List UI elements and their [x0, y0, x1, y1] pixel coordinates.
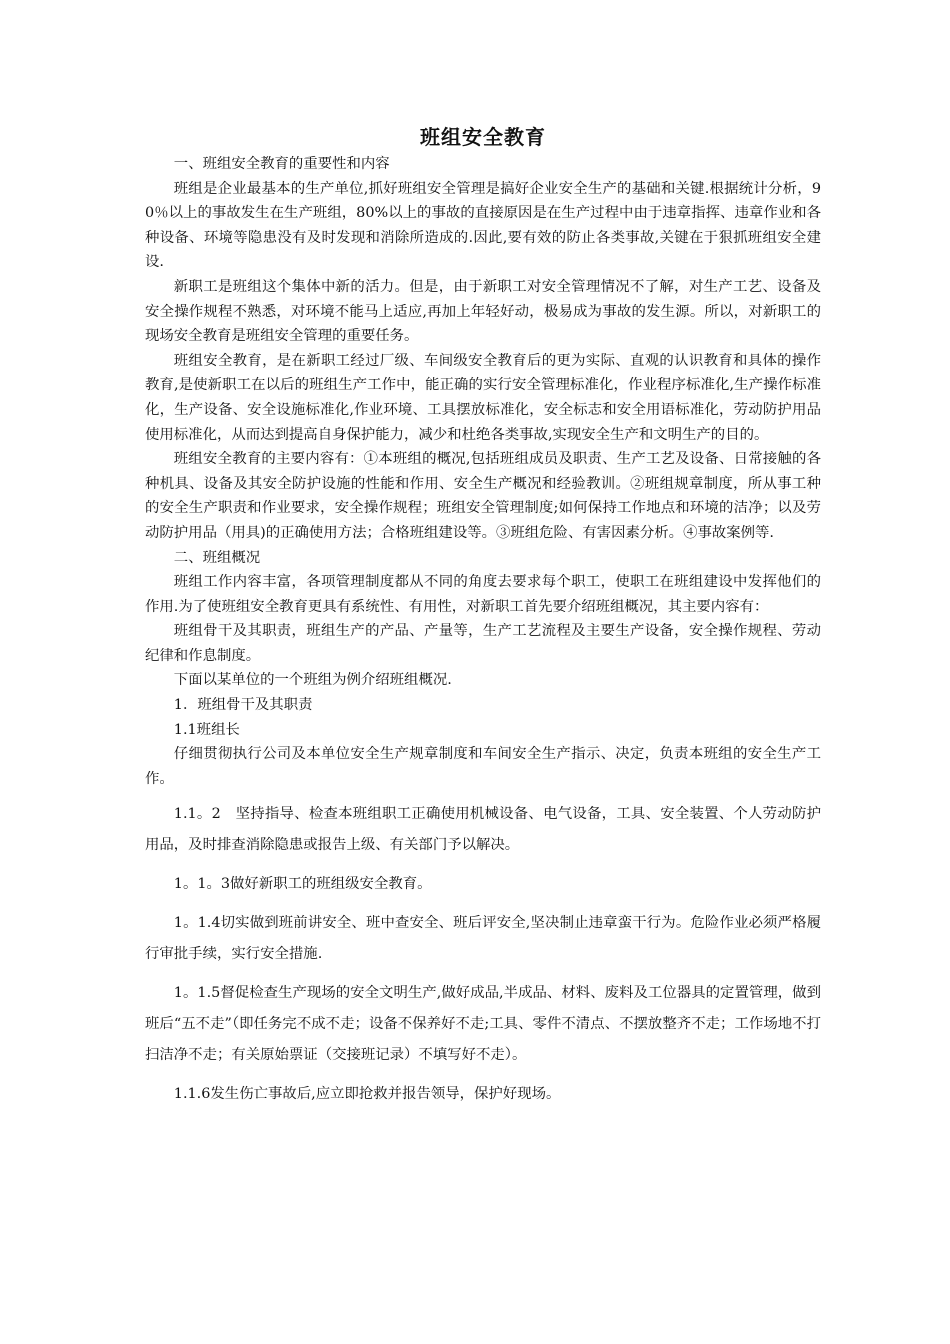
- item1-1-heading: 1.1班组长: [173, 721, 240, 738]
- item1-1-4: 1。1.4切实做到班前讲安全、班中查安全、班后评安全,坚决制止违章蛮干行为。危险作业必须严格履行审批手续，实行安全措施.: [145, 915, 821, 963]
- paragraph-example-intro: 下面以某单位的一个班组为例介绍班组概况.: [173, 672, 452, 689]
- item1-1-1: 仔细贯彻执行公司及本单位安全生产规章制度和车间安全生产指示、决定，负责本班组的安全生产工作。: [145, 746, 821, 787]
- item1-1-2: 1.1。2 坚持指导、检查本班组职工正确使用机械设备、电气设备，工具、安全装置、个人劳动防护用品，及时排查消除隐患或报告上级、有关部门予以解决。: [145, 806, 821, 854]
- paragraph-new-workers: 新职工是班组这个集体中新的活力。但是，由于新职工对安全管理情况不了解，对生产工艺、设备及安全操作规程不熟悉，对环境不能马上适应,再加上年轻好动，极易成为事故的发生源。所以，对新职工的现场安全教育是班组安全管理的重要任务。: [145, 278, 821, 345]
- paragraph-team-overview: 班组工作内容丰富，各项管理制度都从不同的角度去要求每个职工，使职工在班组建设中发挥他们的作用.为了使班组安全教育更具有系统性、有用性，对新职工首先要介绍班组概况，其主要内容有：: [145, 574, 821, 615]
- section1-heading: 一、班组安全教育的重要性和内容: [173, 156, 390, 172]
- section2-heading: 二、班组概况: [173, 549, 261, 566]
- item1-1-6: 1.1.6发生伤亡事故后,应立即抢救并报告领导，保护好现场。: [173, 1086, 561, 1103]
- paragraph-importance: 班组是企业最基本的生产单位,抓好班组安全管理是搞好企业安全生产的基础和关键.根据统计分析，90％以上的事故发生在生产班组，80%以上的事故的直接原因是在生产过程中由于违章指挥、违章作业和各种设备、环境等隐患没有及时发现和消除所造成的.因此,要有效的防止各类事故,关键在于狠抓班组安全建设.: [145, 180, 821, 271]
- document-title: 班组安全教育: [420, 125, 546, 149]
- paragraph-team-items: 班组骨干及其职责，班组生产的产品、产量等，生产工艺流程及主要生产设备，安全操作规程、劳动纪律和作息制度。: [145, 623, 821, 664]
- document-page: [145, 122, 821, 1110]
- paragraph-main-content: 班组安全教育的主要内容有：①本班组的概况,包括班组成员及职责、生产工艺及设备、日常接触的各种机具、设备及其安全防护设施的性能和作用、安全生产概况和经验教训。②班组规章制度，所从事工种的安全生产职责和作业要求，安全操作规程；班组安全管理制度;如何保持工作地点和环境的洁净；以及劳动防护用品（用具)的正确使用方法；合格班组建设等。③班组危险、有害因素分析。④事故案例等.: [145, 451, 821, 541]
- item1-heading: 1．班组骨干及其职责: [173, 697, 313, 714]
- paragraph-education-definition: 班组安全教育，是在新职工经过厂级、车间级安全教育后的更为实际、直观的认识教育和具体的操作教育,是使新职工在以后的班组生产工作中，能正确的实行安全管理标准化，作业程序标准化,生产操作标准化，生产设备、安全设施标准化,作业环境、工具摆放标准化，安全标志和安全用语标准化，劳动防护用品使用标准化，从而达到提高自身保护能力，减少和杜绝各类事故,实现安全生产和文明生产的目的。: [145, 352, 821, 443]
- item1-1-3: 1。1。3做好新职工的班组级安全教育。: [173, 876, 432, 893]
- item1-1-5: 1。1.5督促检查生产现场的安全文明生产,做好成品,半成品、材料、废料及工位器具的定置管理，做到班后“五不走”（即任务完不成不走；设备不保养好不走;工具、零件不清点、不摆放整齐不走；工作场地不打扫洁净不走；有关原始票证（交接班记录）不填写好不走）。: [145, 985, 821, 1064]
